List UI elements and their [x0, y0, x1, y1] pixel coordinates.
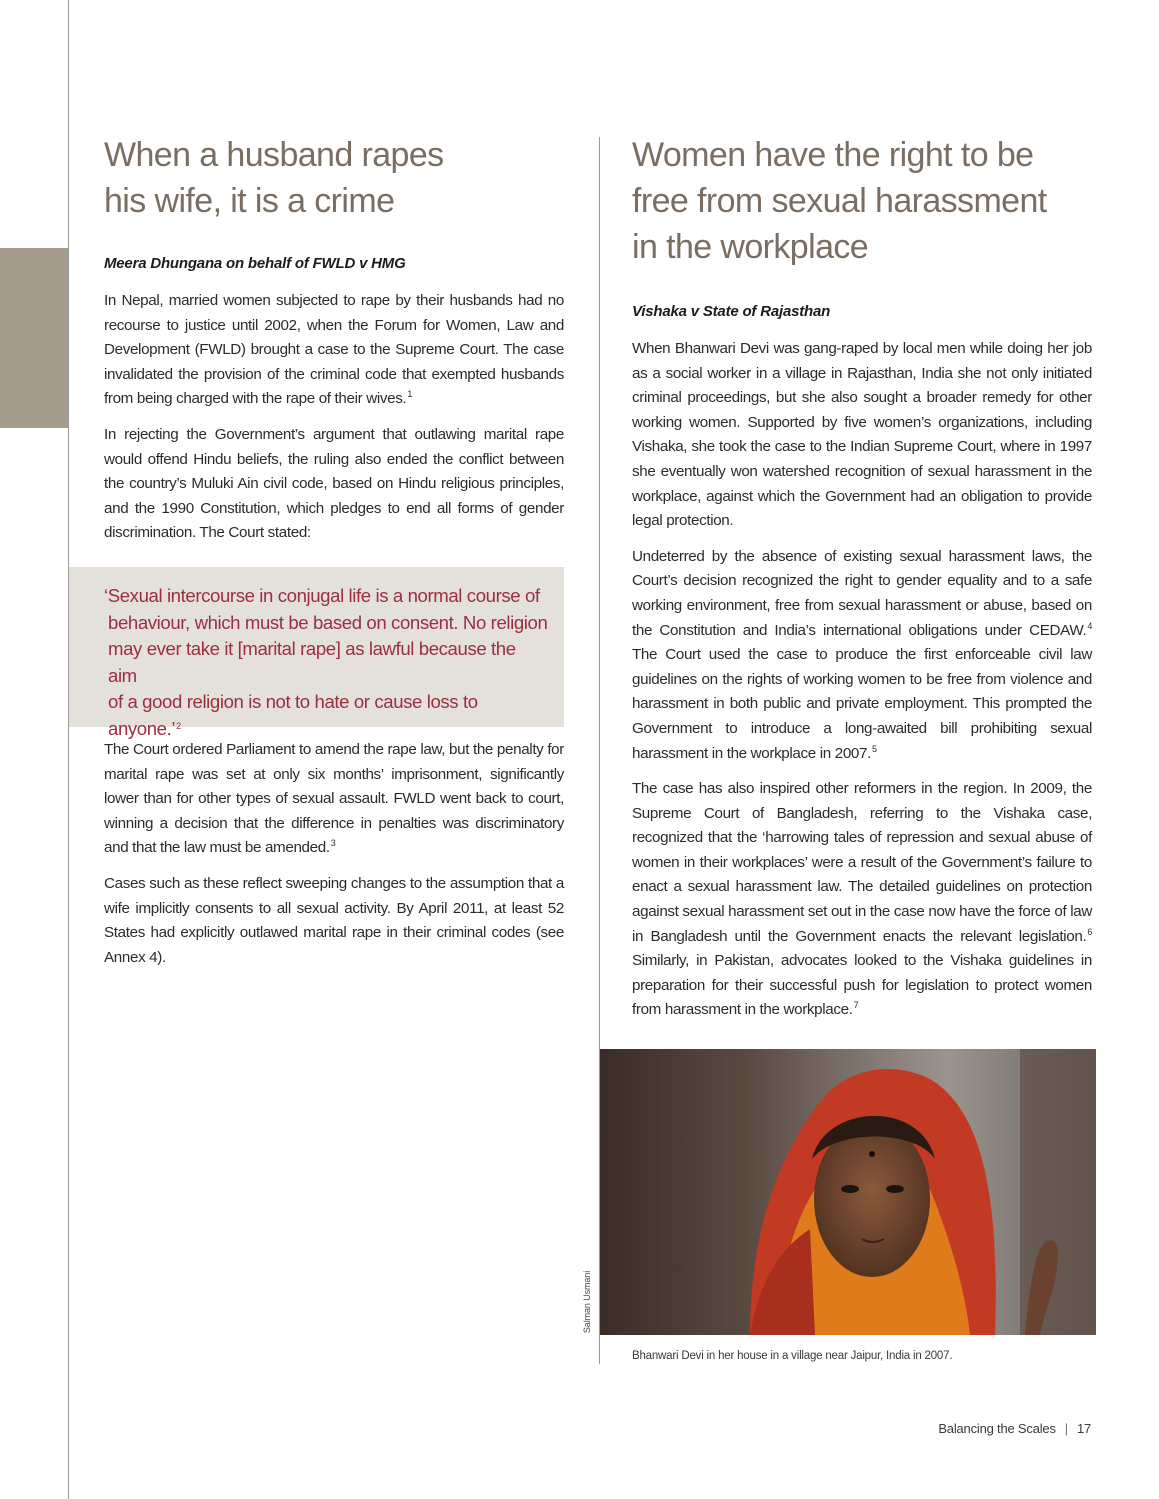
footnote-ref: 5: [871, 743, 877, 754]
left-body-bottom: [104, 738, 564, 981]
left-paragraph-4: [104, 872, 564, 970]
right-paragraph-3: [632, 777, 1092, 1023]
footnote-ref: 2: [176, 720, 181, 731]
right-paragraph-2-text: The Court used the case to produce the first enforceable civil law guidelines on the rights of working women to be free from violence and harassment in both public and private employment. This prompted the Government to introduce a long-awaited bill prohibiting sexual harassment in the workplace in 2007.: [632, 646, 1092, 762]
left-article-title: [104, 132, 564, 224]
portrait-illustration: [600, 1049, 1096, 1335]
page-number: 17: [1076, 1421, 1091, 1436]
quote-line: may ever take it [marital rape] as lawful because the aim: [108, 638, 516, 686]
portrait-photo: [600, 1049, 1096, 1335]
right-title-line: free from sexual harassment: [632, 182, 1047, 220]
left-paragraph-2-text: In rejecting the Government’s argument that outlawing marital rape would offend Hindu beliefs, the ruling also ended the conflict between the country’s Muluki Ain civil code, based on Hindu religious principles, and the 1990 Constitution, which pledges to end all forms of gender discrimination. The Court stated:: [104, 425, 564, 542]
quote-line: behaviour, which must be based on consent. No religion: [108, 611, 548, 633]
left-paragraph-3: [104, 738, 564, 861]
photo-credit: Salman Usmani: [582, 1270, 592, 1334]
left-paragraph-4-text: Cases such as these reflect sweeping changes to the assumption that a wife implicitly consents to all sexual activity. By April 2011, at least 52 States had explicitly outlawed marital rape in their criminal codes (see Annex 4).: [104, 874, 564, 966]
quote-line: ‘Sexual intercourse in conjugal life is a normal course of: [104, 585, 540, 606]
right-title-line: in the workplace: [632, 228, 869, 266]
left-body-top: [104, 289, 564, 557]
right-paragraph-2: [632, 545, 1092, 766]
left-title-line: his wife, it is a crime: [104, 182, 395, 220]
footnote-ref: 3: [330, 838, 336, 849]
right-body: [632, 337, 1092, 1034]
footnote-ref: 6: [1087, 926, 1092, 937]
right-paragraph-3-text: The case has also inspired other reformers in the region. In 2009, the Supreme Court of Bangladesh, referring to the Vishaka case, recognized that the ‘harrowing tales of repression and sexual abuse of women in their workplaces’ were a result of the Government’s failure to enact a sexual harassment law. The detailed guidelines on protection against sexual harassment set out in the case now have the force of law in Bangladesh until the Government enacts the relevant legislation.: [632, 780, 1092, 945]
right-paragraph-1-text: When Bhanwari Devi was gang-raped by local men while doing her job as a social worker in a village in Rajasthan, India she not only initiated criminal proceedings, but she also sought a broader remedy for other working women. Supported by five women’s organizations, including Vishaka, she took the case to the Indian Supreme Court, where in 1997 she eventually won watershed recognition of sexual harassment in the workplace, against which the Government had an obligation to provide legal protection.: [632, 340, 1092, 530]
footer-separator: |: [1064, 1421, 1068, 1436]
pull-quote: [104, 583, 549, 742]
right-paragraph-2-text: Undeterred by the absence of existing sexual harassment laws, the Court’s decision recognized the right to gender equality and to a safe working environment, free from sexual harassment or abuse, based on the Constitution and India’s international obligations under CEDAW.: [632, 547, 1092, 639]
publication-title: Balancing the Scales: [938, 1421, 1056, 1436]
left-title-line: When a husband rapes: [104, 136, 444, 174]
photo-caption: Bhanwari Devi in her house in a village near Jaipur, India in 2007.: [632, 1350, 953, 1362]
right-paragraph-3-text: Similarly, in Pakistan, advocates looked to the Vishaka guidelines in preparation for their successful push for legislation to protect women from harassment in the workplace.: [632, 952, 1092, 1019]
footnote-ref: 4: [1087, 620, 1092, 631]
section-color-tab: [0, 248, 68, 428]
right-title-line: Women have the right to be: [632, 136, 1034, 174]
right-paragraph-1: [632, 337, 1092, 534]
footnote-ref: 1: [407, 389, 412, 400]
quote-line-last: [104, 689, 549, 742]
footnote-ref: 7: [853, 1000, 859, 1011]
left-paragraph-1-text: In Nepal, married women subjected to rape by their husbands had no recourse to justice until 2002, when the Forum for Women, Law and Development (FWLD) brought a case to the Supreme Court. The case invalidated the provision of the criminal code that exempted husbands from being charged with the rape of their wives.: [104, 292, 564, 408]
left-paragraph-3-text: The Court ordered Parliament to amend the rape law, but the penalty for marital rape was set at only six months’ imprisonment, significantly lower than for other types of sexual assault. FWLD went back to court, winning a decision that the difference in penalties was discriminatory and that the law must be amended.: [104, 741, 564, 857]
right-article-title: [632, 132, 1102, 270]
pull-quote-box: [69, 567, 564, 739]
page-margin-rule: [68, 0, 69, 1499]
left-case-name: Meera Dhungana on behalf of FWLD v HMG: [104, 255, 406, 272]
quote-line-text: of a good religion is not to hate or cause loss to anyone.’: [108, 691, 478, 739]
page-footer: [938, 1421, 1091, 1436]
left-paragraph-1: [104, 289, 564, 412]
left-paragraph-2: [104, 423, 564, 546]
right-case-name: Vishaka v State of Rajasthan: [632, 303, 831, 320]
